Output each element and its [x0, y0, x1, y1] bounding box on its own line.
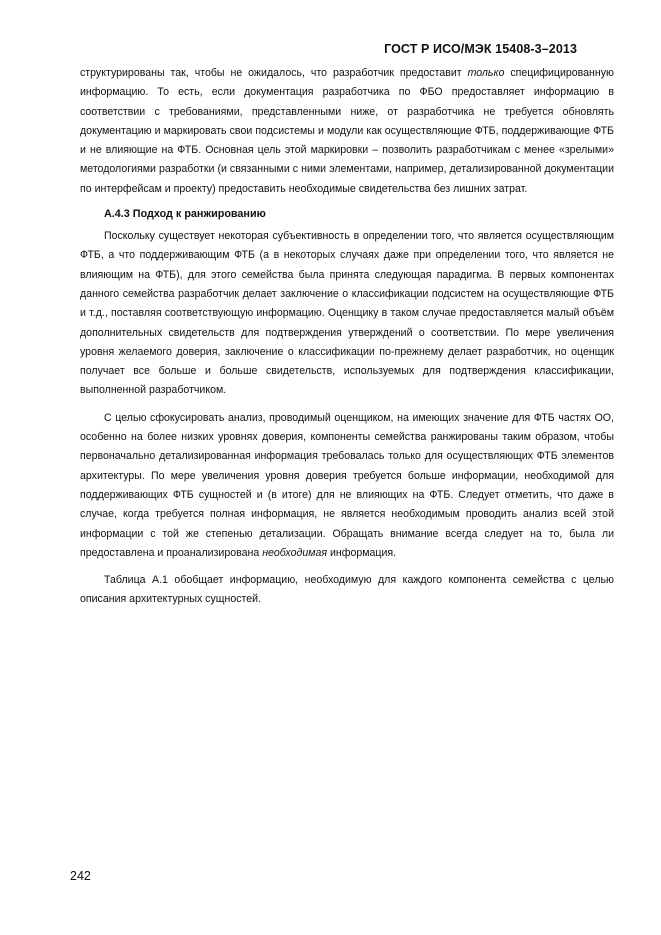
section-heading: А.4.3 Подход к ранжированию	[104, 208, 266, 221]
paragraph-continuation	[80, 64, 614, 199]
paragraph-ranking-approach: Поскольку существует некоторая субъективность в определении того, что является осуществляющим ФТБ, а что поддерживающим ФТБ (а в некоторых случаях даже при определении того, что является не влияющим на ФТБ), для этого семейства была принята следующая парадигма. В первых компонентах данного семейства разработчик делает заключение о классификации подсистем на осуществляющие ФТБ и т.д., поставляя соответствующую информацию. Оценщику в таком случае предоставляется малый объём дополнительных свидетельств для подтверждения утверждений о соответствии. По мере увеличения уровня желаемого доверия, заключение о классификации по-прежнему делает разработчик, но оценщик получает все больше и больше свидетельств, используемых для подтверждения классификации, выполненной разработчиком.	[80, 230, 614, 397]
paragraph-focus-analysis	[80, 409, 614, 563]
paragraph-table-reference: Таблица А.1 обобщает информацию, необходимую для каждого компонента семейства с целью описания архитектурных сущностей.	[80, 574, 614, 606]
emphasis-text: необходимая	[262, 546, 328, 559]
text-run: информация.	[327, 546, 397, 559]
text-run: специфицированную информацию. То есть, если документация разработчика по ФБО предоставляет информацию в соответствии с требованиями, представленными ниже, от разработчика не требуется обновлять документацию и маркировать свои подсистемы и модули как осуществляющие ФТБ, поддерживающие ФТБ и не влияющие на ФТБ. Основная цель этой маркировки – позволить разработчикам с менее «зрелыми» методологиями разработки (и связанными с ними элементами, например, детализированной документации по интерфейсам и проекту) предоставить необходимые свидетельства без лишних затрат.	[80, 67, 614, 195]
text-run: структурированы так, чтобы не ожидалось, что разработчик предоставит	[80, 67, 468, 79]
text-run: С целью сфокусировать анализ, проводимый оценщиком, на имеющих значение для ФТБ частях ОО, особенно на более низких уровнях доверия, компоненты семейства ранжированы таким образом, чтобы первоначально детализированная информация требовалась только для осуществляющих ФТБ элементов архитектуры. По мере увеличения уровня доверия требуется больше информации, необходимой для поддерживающих ФТБ сущностей и (в итоге) для не влияющих на ФТБ. Следует отметить, что даже в случае, когда требуется полная информация, не является необходимым проводить анализ всей этой информации с той же степенью детализации. Обращать внимание всегда следует на то, была ли предоставлена и проанализирована	[80, 411, 614, 559]
emphasis-text: только	[467, 67, 505, 79]
standard-header: ГОСТ Р ИСО/МЭК 15408-3–2013	[384, 42, 577, 56]
page-number: 242	[70, 869, 91, 883]
body-text	[80, 64, 614, 610]
